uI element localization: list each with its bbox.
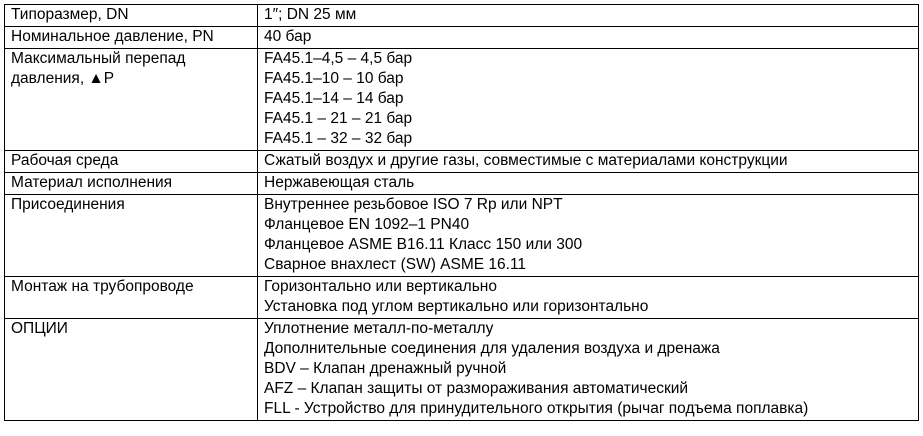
param-name-cell bbox=[5, 319, 258, 421]
param-value: 40 бар bbox=[264, 28, 312, 45]
param-value: Уплотнение металл-по-металлу bbox=[264, 320, 494, 337]
param-value: Фланцевое EN 1092–1 PN40 bbox=[264, 216, 470, 233]
param-name: Номинальное давление, PN bbox=[11, 28, 214, 45]
param-value: Дополнительные соединения для удаления воздуха и дренажа bbox=[264, 340, 720, 357]
param-name-cell bbox=[5, 173, 258, 195]
param-name: Монтаж на трубопроводе bbox=[11, 278, 194, 295]
table-row bbox=[5, 173, 919, 195]
param-value: FA45.1–14 – 14 бар bbox=[264, 90, 404, 107]
param-name-cell bbox=[5, 5, 258, 27]
param-value-cell bbox=[258, 277, 919, 319]
param-value: AFZ – Клапан защиты от размораживания автоматический bbox=[264, 380, 689, 397]
table-row bbox=[5, 151, 919, 173]
param-name-cell bbox=[5, 277, 258, 319]
param-value-cell bbox=[258, 151, 919, 173]
param-value: FA45.1 – 21 – 21 бар bbox=[264, 110, 413, 127]
table-row bbox=[5, 5, 919, 27]
param-value: FA45.1 – 32 – 32 бар bbox=[264, 130, 413, 147]
param-name-cell bbox=[5, 49, 258, 151]
param-value: Фланцевое ASME B16.11 Класс 150 или 300 bbox=[264, 236, 583, 253]
table-row bbox=[5, 27, 919, 49]
param-value: Сжатый воздух и другие газы, совместимые с материалами конструкции bbox=[264, 152, 788, 169]
table-row bbox=[5, 277, 919, 319]
param-name-cell bbox=[5, 195, 258, 277]
param-name: ОПЦИИ bbox=[11, 320, 68, 337]
param-value: Горизонтально или вертикально bbox=[264, 278, 497, 295]
param-value-cell bbox=[258, 5, 919, 27]
param-name: Материал исполнения bbox=[11, 174, 173, 191]
param-value: FLL - Устройство для принудительного открытия (рычаг подъема поплавка) bbox=[264, 400, 809, 417]
param-name: Присоединения bbox=[11, 196, 125, 213]
param-value: BDV – Клапан дренажный ручной bbox=[264, 360, 507, 377]
param-value: Нержавеющая сталь bbox=[264, 174, 415, 191]
table-row bbox=[5, 319, 919, 421]
param-value: Внутреннее резьбовое ISO 7 Rp или NPT bbox=[264, 196, 563, 213]
param-name-cell bbox=[5, 27, 258, 49]
param-value-cell bbox=[258, 49, 919, 151]
param-name: Рабочая среда bbox=[11, 152, 119, 169]
param-name: Максимальный перепад давления, ▲P bbox=[11, 50, 186, 87]
param-value: Установка под углом вертикально или горизонтально bbox=[264, 298, 649, 315]
param-value-cell bbox=[258, 195, 919, 277]
param-name: Типоразмер, DN bbox=[11, 6, 129, 23]
param-value: FA45.1–10 – 10 бар bbox=[264, 70, 404, 87]
param-name-cell bbox=[5, 151, 258, 173]
param-value-cell bbox=[258, 173, 919, 195]
table-row bbox=[5, 195, 919, 277]
table-row bbox=[5, 49, 919, 151]
param-value: FA45.1–4,5 – 4,5 бар bbox=[264, 50, 413, 67]
param-value: 1″; DN 25 мм bbox=[264, 6, 357, 23]
specification-table bbox=[4, 4, 919, 421]
param-value: Сварное внахлест (SW) ASME 16.11 bbox=[264, 256, 527, 273]
param-value-cell bbox=[258, 319, 919, 421]
param-value-cell bbox=[258, 27, 919, 49]
